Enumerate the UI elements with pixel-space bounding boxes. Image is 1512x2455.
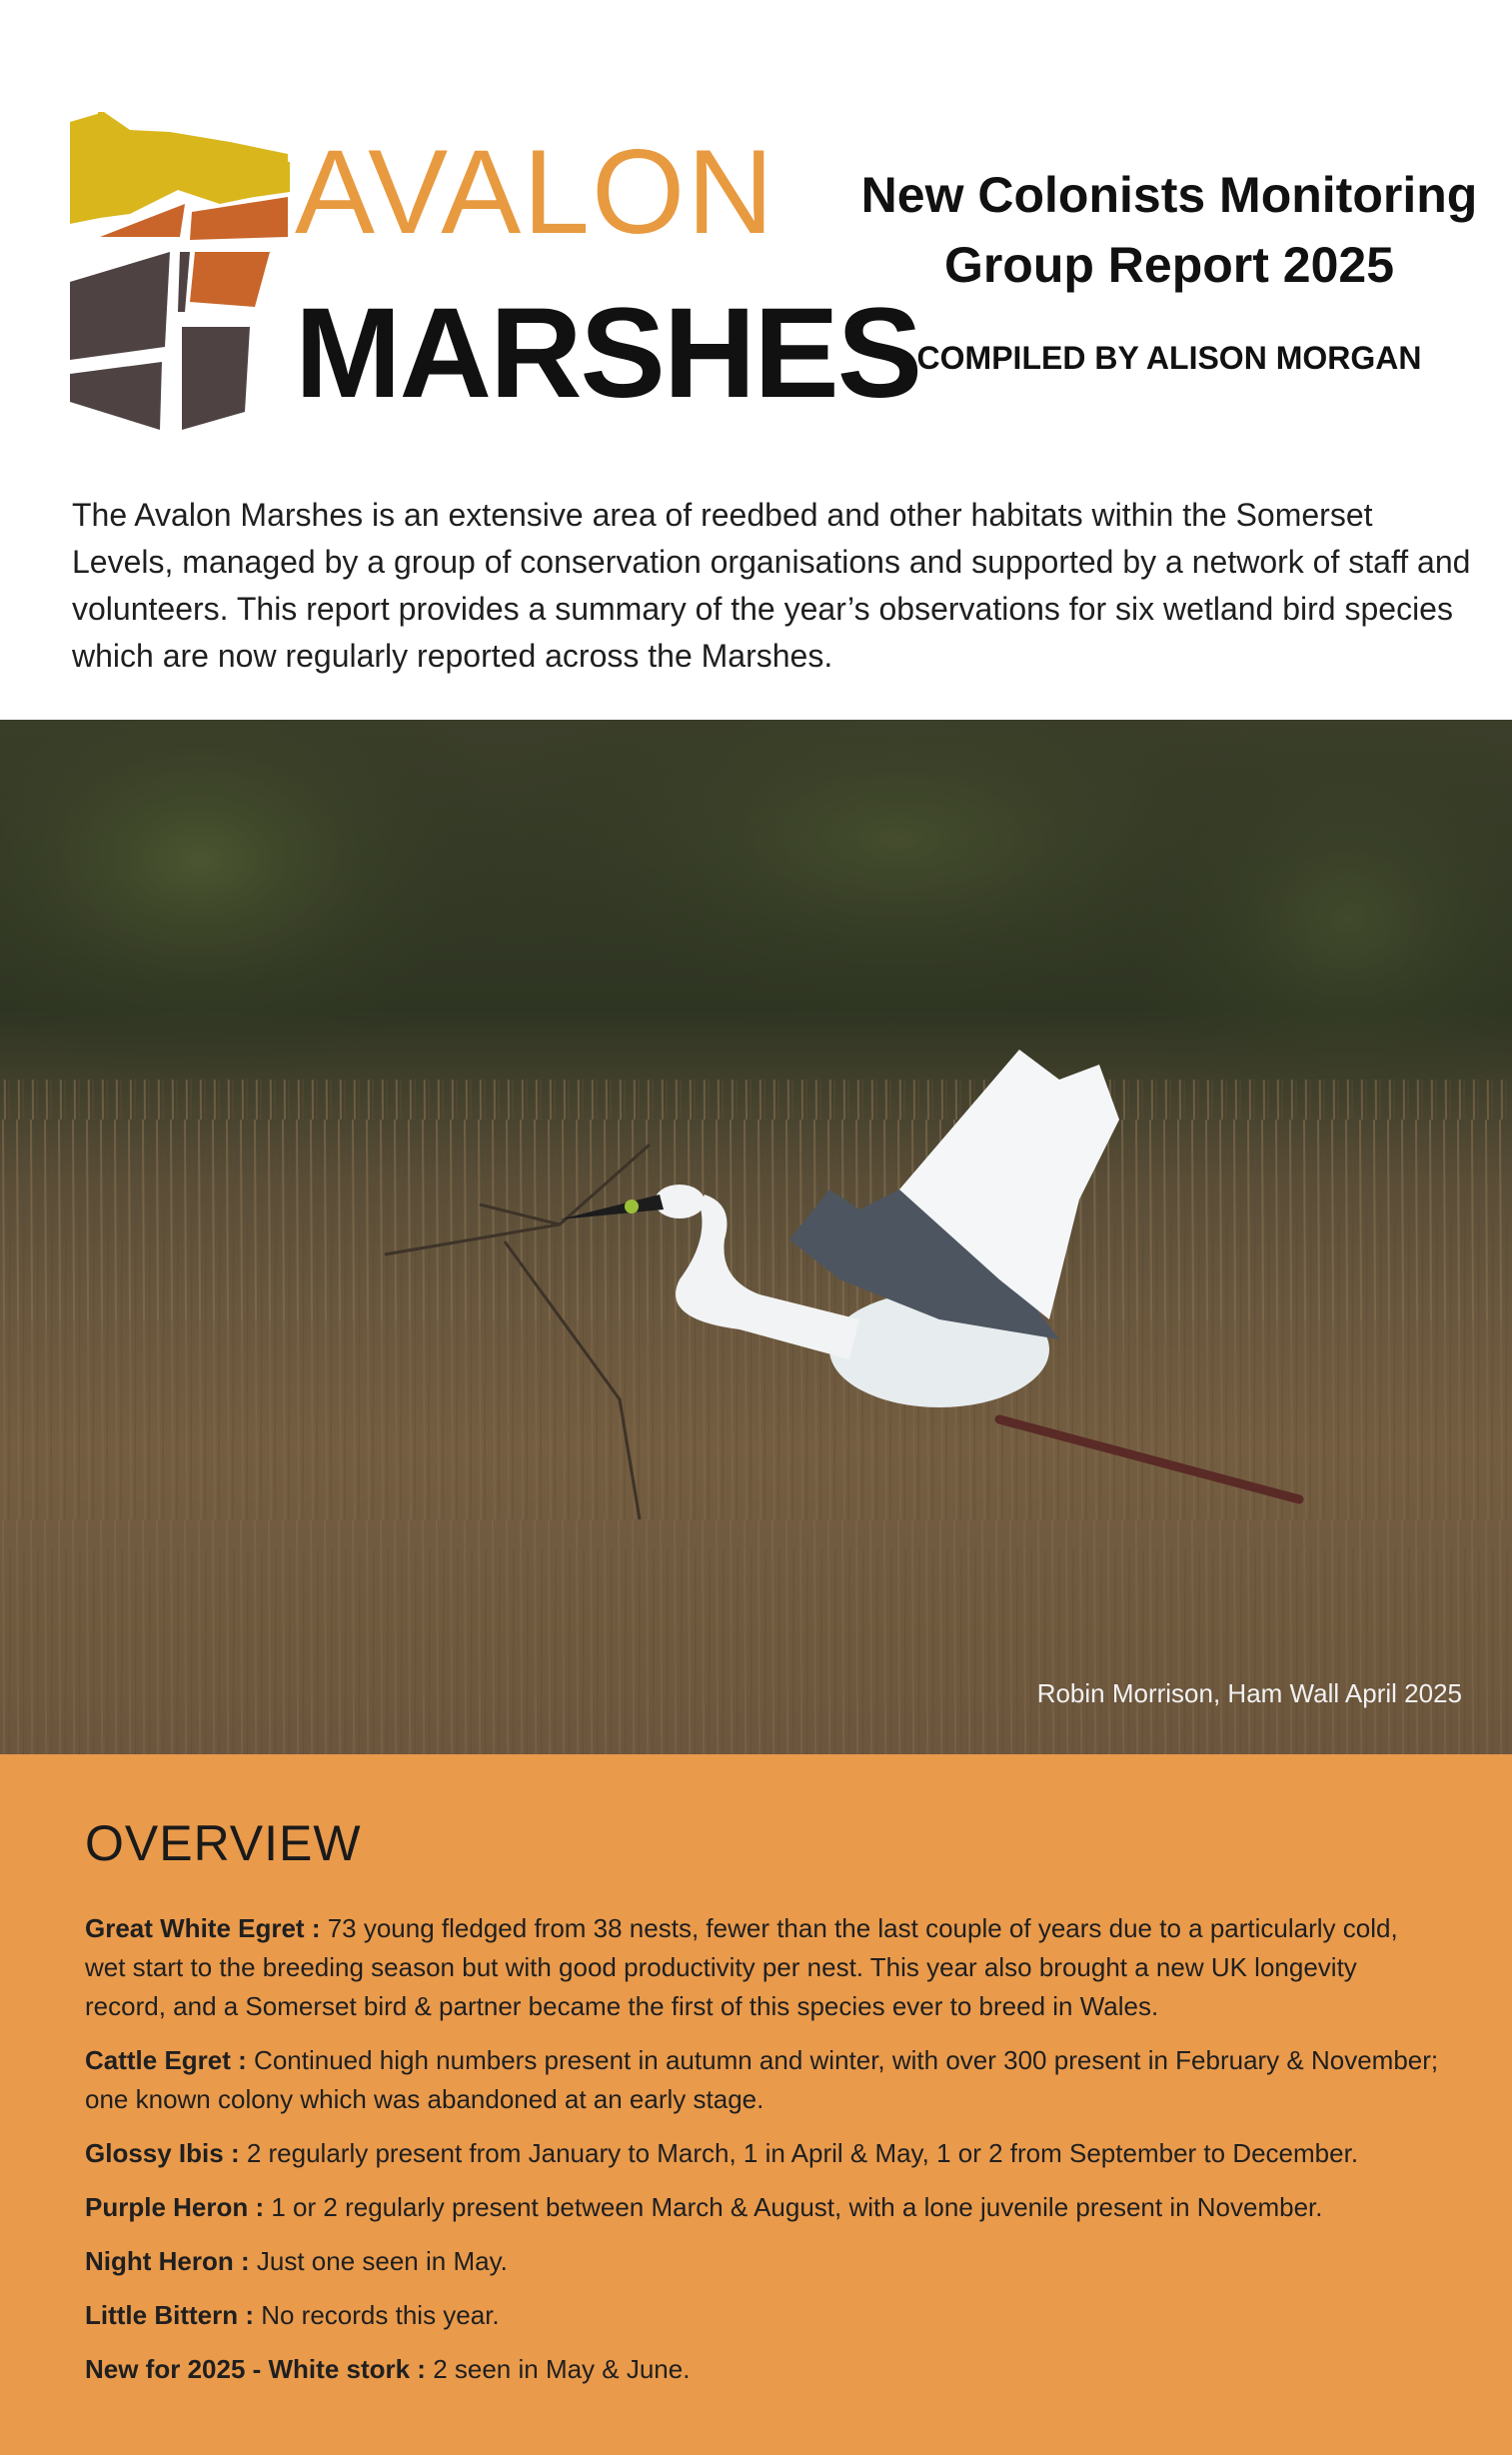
overview-item-great-white-egret <box>85 1909 1444 2026</box>
species-summary: 1 or 2 regularly present between March & August, with a lone juvenile present in November. <box>264 2192 1323 2222</box>
species-name: Great White Egret : <box>85 1913 321 1943</box>
species-name: New for 2025 - White stork : <box>85 2354 426 2384</box>
species-summary: No records this year. <box>254 2300 500 2330</box>
species-name: Night Heron : <box>85 2246 250 2276</box>
report-title <box>859 160 1479 300</box>
overview-item-purple-heron <box>85 2188 1444 2227</box>
overview-item-little-bittern <box>85 2296 1444 2335</box>
species-name: Glossy Ibis : <box>85 2138 240 2168</box>
intro-paragraph: The Avalon Marshes is an extensive area of reedbed and other habitats within the Somerset Levels, managed by a group of conservation organisations and supported by a network of staff and volunteers. This report provides a summary of the year’s observations for six wetland bird species which are now regularly reported across the Marshes. <box>72 497 1471 674</box>
egret-photo <box>0 720 1512 1754</box>
overview-section <box>0 1754 1512 2455</box>
great-white-egret-photo-icon <box>0 720 1512 1754</box>
species-name: Cattle Egret : <box>85 2045 247 2075</box>
overview-item-glossy-ibis <box>85 2134 1444 2173</box>
overview-item-night-heron <box>85 2242 1444 2281</box>
header <box>0 0 1512 470</box>
compiled-by: COMPILED BY ALISON MORGAN <box>916 340 1422 376</box>
logo-text-marshes: MARSHES <box>295 282 921 425</box>
overview-list <box>85 1909 1444 2404</box>
overview-title: OVERVIEW <box>85 1815 362 1871</box>
report-title-line-1: New Colonists Monitoring <box>860 167 1478 223</box>
species-name: Little Bittern : <box>85 2300 254 2330</box>
species-name: Purple Heron : <box>85 2192 265 2222</box>
species-summary: Just one seen in May. <box>249 2246 508 2276</box>
logo-text-avalon: AVALON <box>295 125 776 259</box>
species-summary: 2 regularly present from January to March, 1 in April & May, 1 or 2 from September to December. <box>239 2138 1359 2168</box>
overview-item-white-stork <box>85 2350 1444 2389</box>
photo-caption: Robin Morrison, Ham Wall April 2025 <box>1036 1678 1462 1708</box>
species-summary: 73 young fledged from 38 nests, fewer than the last couple of years due to a particularly cold, wet start to the breeding season but with good productivity per nest. This year also brought a new UK longevity record, and a Somerset bird & partner became the first of this species ever to breed in Wales. <box>85 1913 1398 2021</box>
avalon-marshes-logo-icon <box>70 112 290 430</box>
overview-item-cattle-egret <box>85 2041 1444 2119</box>
report-title-line-2: Group Report 2025 <box>943 237 1395 293</box>
species-summary: Continued high numbers present in autumn and winter, with over 300 present in February & November; one known colony which was abandoned at an early stage. <box>85 2045 1439 2114</box>
species-summary: 2 seen in May & June. <box>425 2354 691 2384</box>
